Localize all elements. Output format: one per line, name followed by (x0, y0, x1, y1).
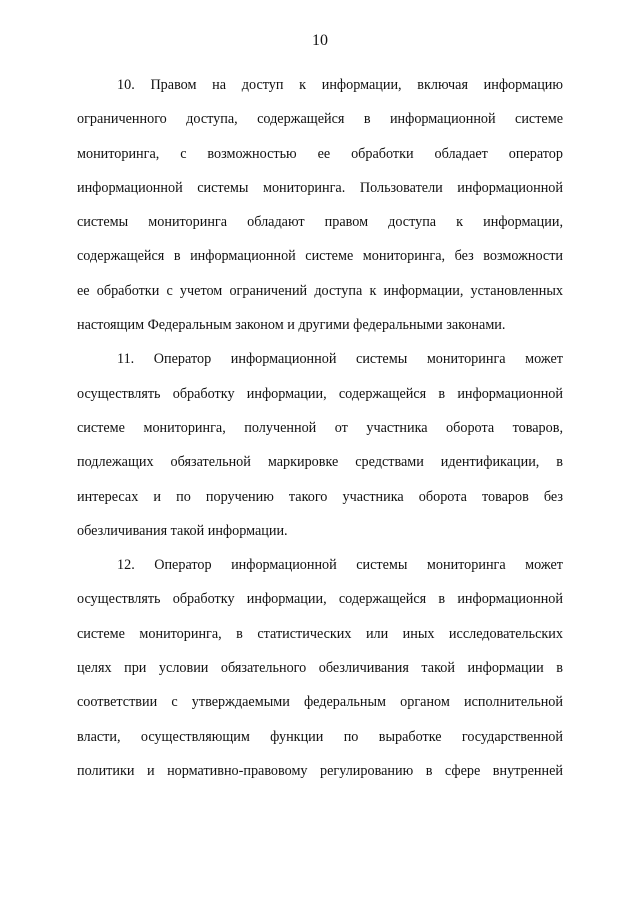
text-line: содержащейся в информационной системе мониторинга, без возможности (77, 248, 563, 265)
text-line: системе мониторинга, полученной от участника оборота товаров, (77, 419, 563, 436)
text-line: соответствии с утверждаемыми федеральным органом исполнительной (77, 694, 563, 711)
paragraph-11 (77, 342, 563, 548)
page-number: 10 (312, 32, 328, 49)
text-line: настоящим Федеральным законом и другими федеральными законами. (77, 317, 506, 334)
text-line: 12. Оператор информационной системы мониторинга может (117, 557, 563, 574)
document-body (77, 68, 563, 788)
text-line: ее обработки с учетом ограничений доступа к информации, установленных (77, 282, 563, 299)
text-line: обезличивания такой информации. (77, 522, 288, 539)
text-line: власти, осуществляющим функции по выработке государственной (77, 728, 563, 745)
text-line: 10. Правом на доступ к информации, включая информацию (117, 77, 563, 93)
text-line: осуществлять обработку информации, содержащейся в информационной (77, 385, 563, 402)
text-line: подлежащих обязательной маркировке средствами идентификации, в (77, 454, 563, 471)
paragraph-10 (77, 68, 563, 342)
text-line: системы мониторинга обладают правом доступа к информации, (77, 214, 563, 231)
text-line: системе мониторинга, в статистических или иных исследовательских (77, 625, 563, 642)
text-line: 11. Оператор информационной системы мониторинга может (117, 351, 563, 368)
paragraph-12 (77, 548, 563, 788)
text-line: политики и нормативно-правовому регулированию в сфере внутренней (77, 762, 563, 779)
text-line: мониторинга, с возможностью ее обработки обладает оператор (77, 145, 563, 162)
text-line: целях при условии обязательного обезличивания такой информации в (77, 660, 563, 677)
text-line: информационной системы мониторинга. Пользователи информационной (77, 179, 563, 196)
text-line: ограниченного доступа, содержащейся в информационной системе (77, 111, 563, 128)
text-line: осуществлять обработку информации, содержащейся в информационной (77, 591, 563, 608)
text-line: интересах и по поручению такого участника оборота товаров без (77, 488, 563, 505)
